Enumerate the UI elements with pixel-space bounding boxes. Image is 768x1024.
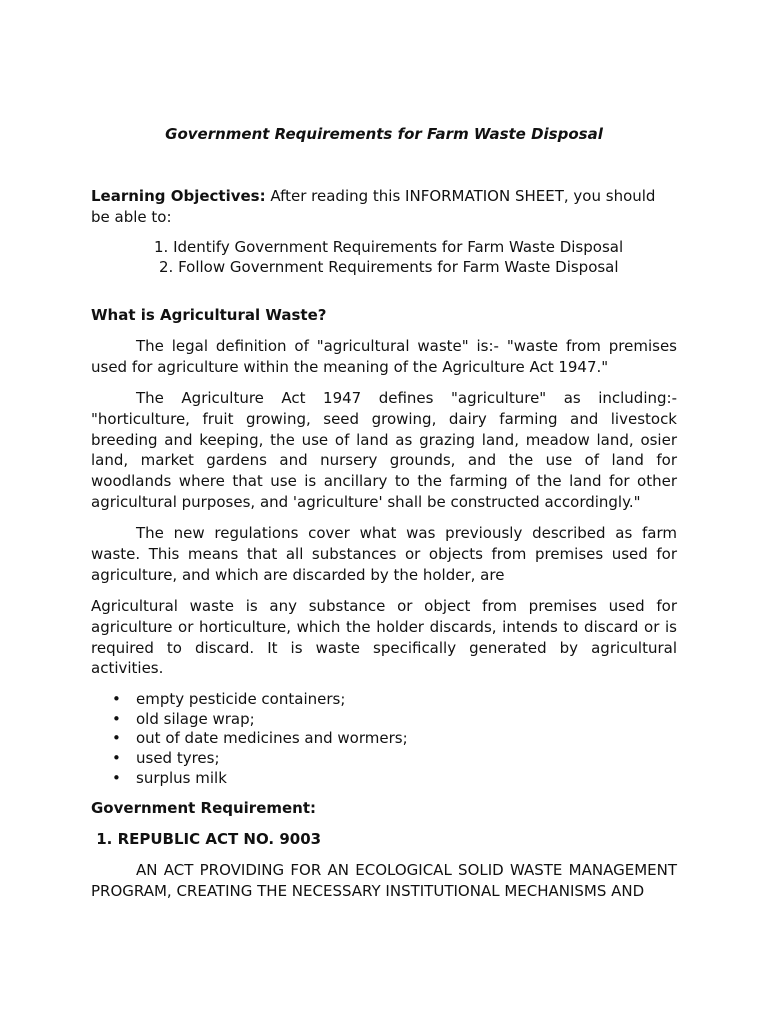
agri-waste-paragraph-3: The new regulations cover what was previously described as farm waste. This means that all substances or objects from premises used for agriculture, and which are discarded by the holder, are bbox=[91, 524, 677, 584]
agri-waste-paragraph-4: Agricultural waste is any substance or object from premises used for agriculture or horticulture, which the holder discards, intends to discard or is required to discard. It is waste specifically generated by agricultural activities. bbox=[91, 597, 677, 678]
list-item-text: empty pesticide containers; bbox=[136, 690, 346, 708]
bullet-icon: • bbox=[112, 729, 121, 748]
agri-waste-heading: What is Agricultural Waste? bbox=[91, 306, 327, 324]
document-title: Government Requirements for Farm Waste Disposal bbox=[165, 125, 603, 143]
list-item bbox=[91, 709, 677, 729]
objective-item-2: 2. Follow Government Requirements for Farm Waste Disposal bbox=[159, 257, 619, 276]
list-item-text: surplus milk bbox=[136, 768, 227, 787]
learning-objectives-paragraph bbox=[91, 186, 677, 228]
republic-act-heading: 1. REPUBLIC ACT NO. 9003 bbox=[91, 830, 322, 848]
bullet-icon: • bbox=[112, 690, 121, 708]
learning-objectives-label: Learning Objectives: bbox=[91, 187, 266, 205]
bullet-icon: • bbox=[112, 749, 121, 768]
gov-requirement-heading: Government Requirement: bbox=[91, 799, 317, 817]
list-item-text: out of date medicines and wormers; bbox=[136, 729, 408, 748]
list-item bbox=[91, 748, 677, 768]
list-item bbox=[91, 768, 677, 788]
bullet-icon: • bbox=[112, 768, 121, 787]
agri-waste-bullet-list bbox=[91, 689, 677, 787]
bullet-icon: • bbox=[112, 709, 121, 728]
list-item bbox=[91, 728, 677, 748]
list-item-text: old silage wrap; bbox=[136, 709, 255, 728]
list-item-text: used tyres; bbox=[136, 749, 220, 768]
learning-objectives-text: After reading this INFORMATION SHEET, you should be able to: bbox=[91, 187, 656, 226]
agri-waste-paragraph-1: The legal definition of "agricultural waste" is:- "waste from premises used for agriculture within the meaning of the Agriculture Act 1947." bbox=[91, 337, 677, 376]
agri-waste-paragraph-2: The Agriculture Act 1947 defines "agriculture" as including:-"horticulture, fruit growing, seed growing, dairy farming and livestock breeding and keeping, the use of land as grazing land, meadow land, osier land, market gardens and nursery grounds, and the use of land for woodlands where that use is ancillary to the farming of the land for other agricultural purposes, and 'agriculture' shall be constructed accordingly." bbox=[91, 389, 677, 511]
republic-act-paragraph: AN ACT PROVIDING FOR AN ECOLOGICAL SOLID WASTE MANAGEMENT PROGRAM, CREATING THE NECESSARY INSTITUTIONAL MECHANISMS AND bbox=[91, 861, 677, 900]
objective-item-1: 1. Identify Government Requirements for Farm Waste Disposal bbox=[154, 238, 624, 256]
objectives-list bbox=[91, 237, 677, 276]
list-item bbox=[91, 689, 677, 709]
